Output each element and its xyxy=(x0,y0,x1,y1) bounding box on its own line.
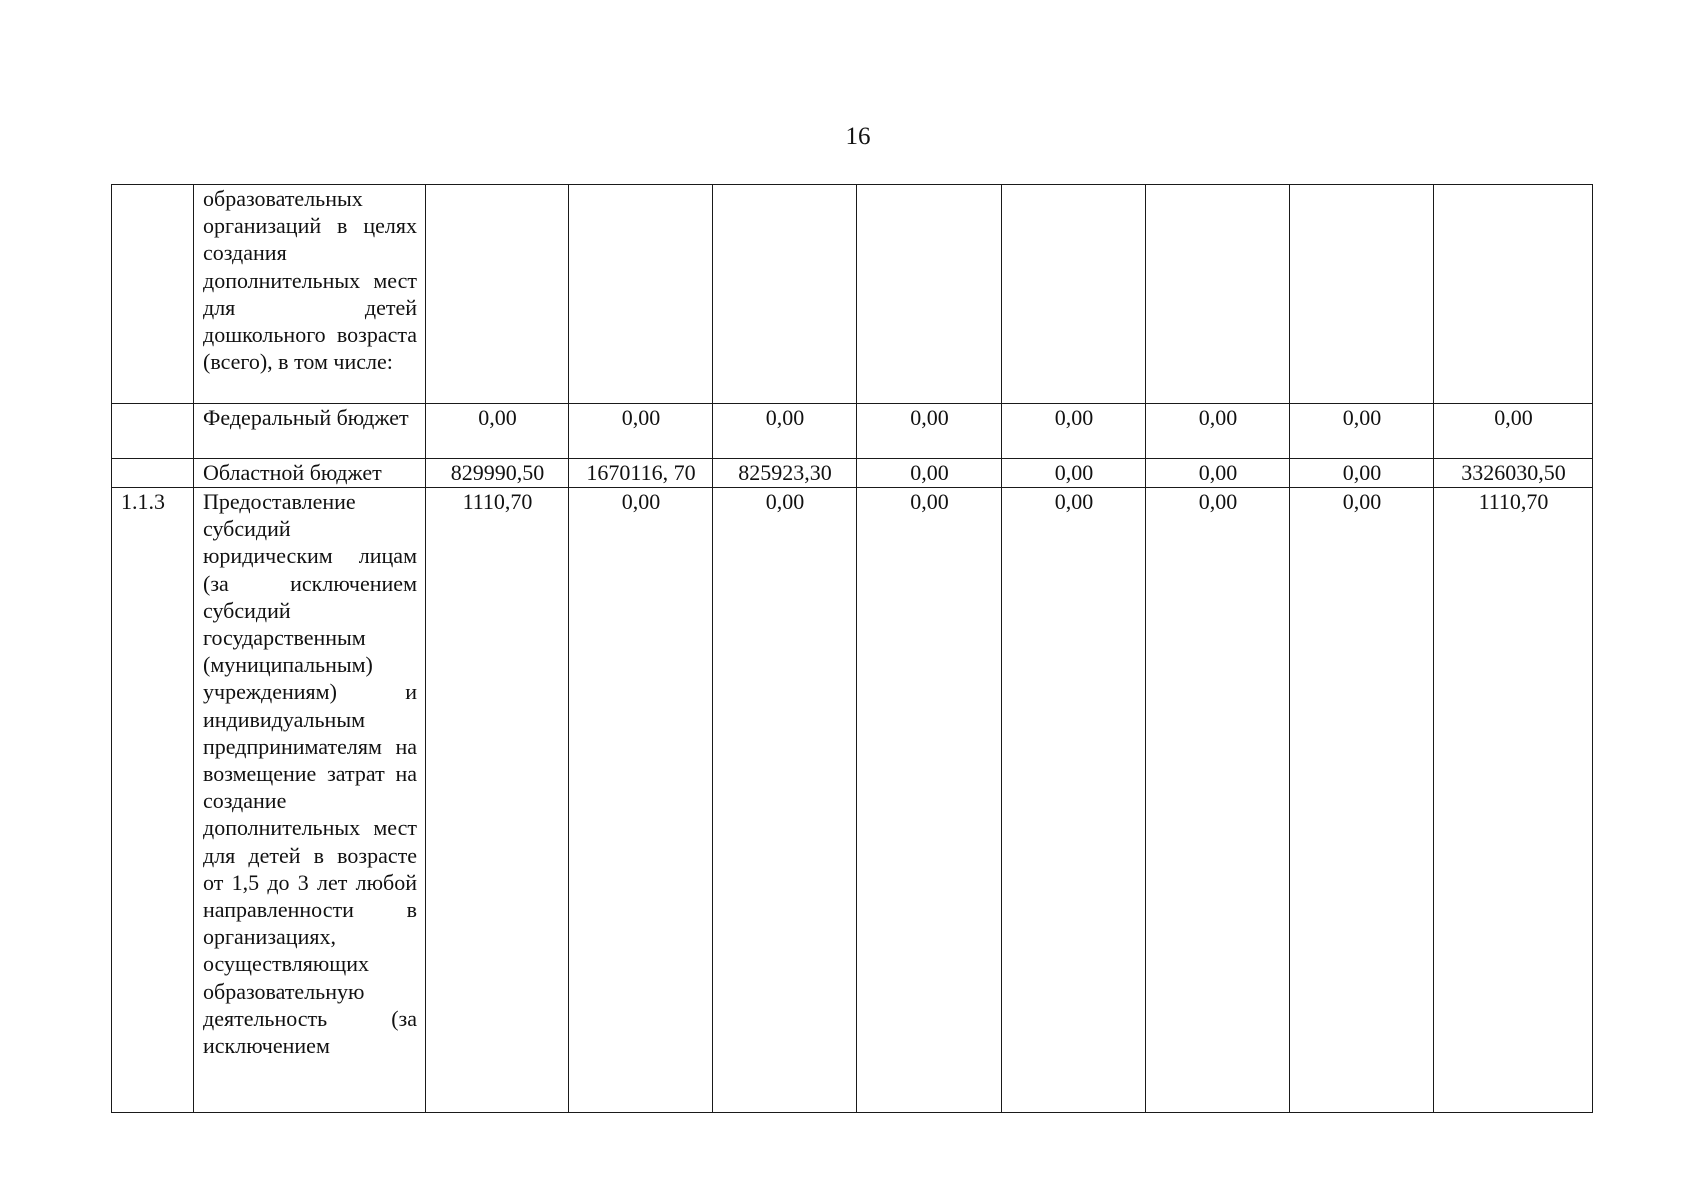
table-row xyxy=(112,404,1593,459)
page-number: 16 xyxy=(845,123,871,150)
row-number xyxy=(112,185,194,404)
budget-table xyxy=(111,184,1593,1113)
value-cell xyxy=(713,185,857,404)
value-cell: 0,00 xyxy=(713,404,857,459)
total-cell: 0,00 xyxy=(1434,404,1593,459)
value-cell: 0,00 xyxy=(1146,459,1290,488)
row-description: Областной бюджет xyxy=(194,459,426,488)
value-cell: 0,00 xyxy=(1146,488,1290,1113)
value-cell: 0,00 xyxy=(569,404,713,459)
row-description: Предоставление субсидий юридическим лицам (за исключением субсидий государственным (муниципальным) учреждениям) и индивидуальным предпринимателям на возмещение затрат на создание дополнительных мест для детей в возрасте от 1,5 до 3 лет любой направленности в организациях, осуществляющих образовательную деятельность (за исключением xyxy=(194,488,426,1113)
total-cell: 3326030,50 xyxy=(1434,459,1593,488)
total-cell xyxy=(1434,185,1593,404)
value-cell: 1670116, 70 xyxy=(569,459,713,488)
table-row xyxy=(112,459,1593,488)
value-cell xyxy=(1290,185,1434,404)
value-cell xyxy=(1002,185,1146,404)
value-cell: 0,00 xyxy=(1002,488,1146,1113)
value-cell: 0,00 xyxy=(713,488,857,1113)
value-cell: 0,00 xyxy=(1002,459,1146,488)
value-cell: 0,00 xyxy=(1146,404,1290,459)
value-cell xyxy=(1146,185,1290,404)
value-cell: 1110,70 xyxy=(426,488,569,1113)
row-description: Федеральный бюджет xyxy=(194,404,426,459)
value-cell: 0,00 xyxy=(857,404,1002,459)
value-cell: 0,00 xyxy=(426,404,569,459)
value-cell xyxy=(426,185,569,404)
row-number xyxy=(112,404,194,459)
row-number: 1.1.3 xyxy=(112,488,194,1113)
row-description: образовательных организаций в целях создания дополнительных мест для детей дошкольного возраста (всего), в том числе: xyxy=(194,185,426,404)
value-cell: 0,00 xyxy=(1002,404,1146,459)
value-cell: 0,00 xyxy=(1290,459,1434,488)
value-cell: 0,00 xyxy=(857,459,1002,488)
row-number xyxy=(112,459,194,488)
value-cell: 0,00 xyxy=(1290,404,1434,459)
value-cell: 0,00 xyxy=(1290,488,1434,1113)
table-row xyxy=(112,185,1593,404)
value-cell: 825923,30 xyxy=(713,459,857,488)
value-cell: 0,00 xyxy=(569,488,713,1113)
value-cell xyxy=(569,185,713,404)
total-cell: 1110,70 xyxy=(1434,488,1593,1113)
table-row xyxy=(112,488,1593,1113)
value-cell: 829990,50 xyxy=(426,459,569,488)
value-cell xyxy=(857,185,1002,404)
value-cell: 0,00 xyxy=(857,488,1002,1113)
